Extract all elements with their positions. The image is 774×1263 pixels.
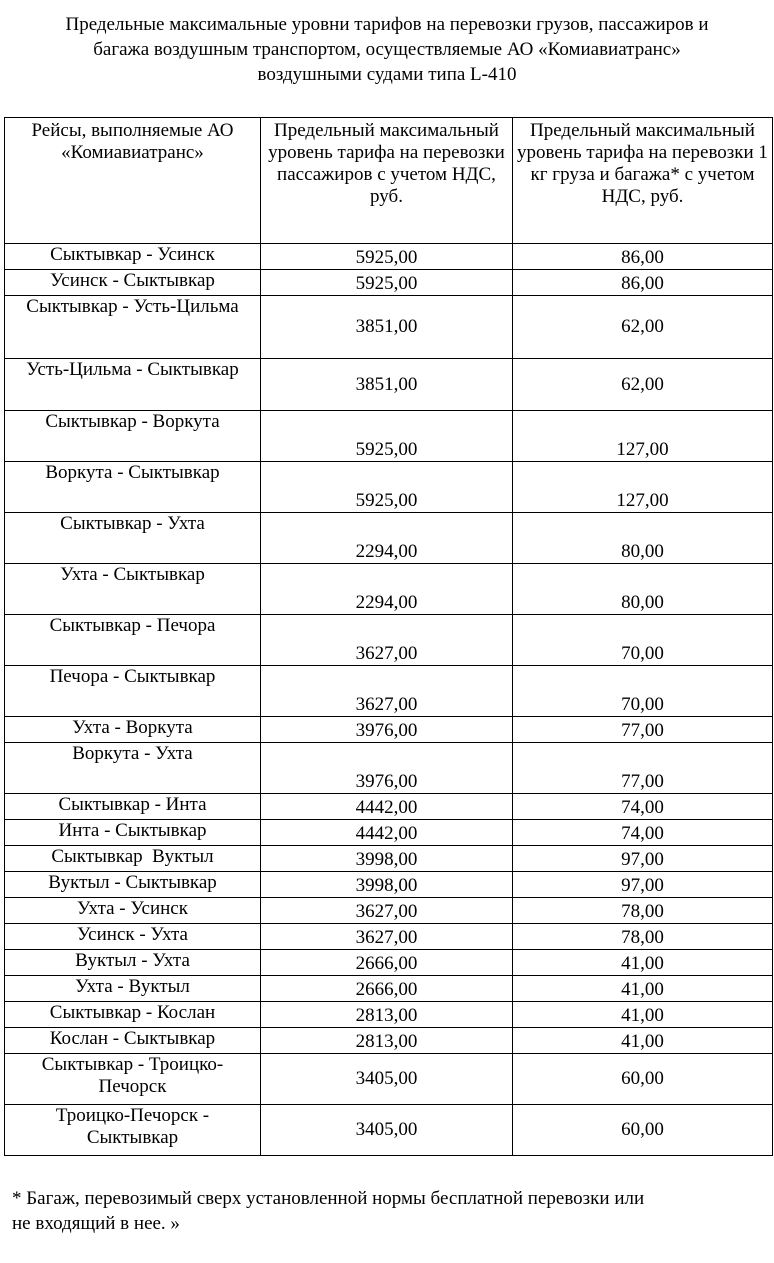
footnote-line: * Багаж, перевозимый сверх установленной нормы бесплатной перевозки или <box>12 1188 645 1209</box>
route-cell: Усть-Цильма - Сыктывкар <box>5 359 261 411</box>
cargo-tariff-cell: 62,00 <box>513 359 773 411</box>
table-row <box>5 359 773 411</box>
table-row <box>5 872 773 898</box>
cargo-tariff-cell: 70,00 <box>513 615 773 666</box>
table-row <box>5 615 773 666</box>
cargo-tariff-cell: 86,00 <box>513 270 773 296</box>
cargo-tariff-cell: 78,00 <box>513 924 773 950</box>
route-cell: Печора - Сыктывкар <box>5 666 261 717</box>
passenger-tariff-cell: 3976,00 <box>261 743 513 794</box>
cargo-tariff-cell: 127,00 <box>513 411 773 462</box>
cargo-tariff-cell: 60,00 <box>513 1105 773 1156</box>
cargo-tariff-cell: 70,00 <box>513 666 773 717</box>
table-row <box>5 743 773 794</box>
passenger-tariff-cell: 3851,00 <box>261 296 513 359</box>
passenger-tariff-cell: 2666,00 <box>261 950 513 976</box>
cargo-tariff-cell: 41,00 <box>513 976 773 1002</box>
table-row <box>5 976 773 1002</box>
route-cell: Сыктывкар - Ухта <box>5 513 261 564</box>
route-cell: Сыктывкар - Усинск <box>5 244 261 270</box>
cargo-tariff-cell: 60,00 <box>513 1054 773 1105</box>
cargo-tariff-cell: 77,00 <box>513 743 773 794</box>
table-row <box>5 462 773 513</box>
cargo-tariff-cell: 74,00 <box>513 794 773 820</box>
route-cell: Сыктывкар - Кослан <box>5 1002 261 1028</box>
passenger-tariff-cell: 2813,00 <box>261 1002 513 1028</box>
passenger-tariff-cell: 5925,00 <box>261 270 513 296</box>
cargo-tariff-cell: 74,00 <box>513 820 773 846</box>
table-row <box>5 950 773 976</box>
passenger-tariff-cell: 3998,00 <box>261 872 513 898</box>
route-cell: Троицко-Печорск - Сыктывкар <box>5 1105 261 1156</box>
passenger-tariff-cell: 3627,00 <box>261 924 513 950</box>
footnote-line: не входящий в нее. » <box>12 1213 180 1234</box>
cargo-tariff-cell: 127,00 <box>513 462 773 513</box>
passenger-tariff-cell: 3627,00 <box>261 615 513 666</box>
column-header-cargo-tariff: Предельный максимальный уровень тарифа на перевозки 1 кг груза и багажа* с учетом НДС, руб. <box>513 118 773 244</box>
route-cell: Ухта - Сыктывкар <box>5 564 261 615</box>
cargo-tariff-cell: 41,00 <box>513 1028 773 1054</box>
column-header-passenger-tariff: Предельный максимальный уровень тарифа на перевозки пассажиров с учетом НДС, руб. <box>261 118 513 244</box>
tariff-table <box>4 117 773 1156</box>
route-cell: Ухта - Вуктыл <box>5 976 261 1002</box>
table-row <box>5 820 773 846</box>
route-cell: Инта - Сыктывкар <box>5 820 261 846</box>
title-line: воздушными судами типа L-410 <box>257 64 517 85</box>
passenger-tariff-cell: 3405,00 <box>261 1105 513 1156</box>
passenger-tariff-cell: 3627,00 <box>261 898 513 924</box>
passenger-tariff-cell: 3998,00 <box>261 846 513 872</box>
table-row <box>5 794 773 820</box>
table-row <box>5 717 773 743</box>
table-row <box>5 1002 773 1028</box>
route-cell: Усинск - Ухта <box>5 924 261 950</box>
footnote <box>12 1186 762 1236</box>
cargo-tariff-cell: 41,00 <box>513 950 773 976</box>
table-row <box>5 270 773 296</box>
cargo-tariff-cell: 77,00 <box>513 717 773 743</box>
route-cell: Вуктыл - Сыктывкар <box>5 872 261 898</box>
cargo-tariff-cell: 97,00 <box>513 846 773 872</box>
table-row <box>5 244 773 270</box>
table-header-row <box>5 118 773 244</box>
title-line: Предельные максимальные уровни тарифов на перевозки грузов, пассажиров и <box>65 14 709 35</box>
cargo-tariff-cell: 62,00 <box>513 296 773 359</box>
title-line: багажа воздушным транспортом, осуществляемые АО «Комиавиатранс» <box>93 39 681 60</box>
route-cell: Сыктывкар - Воркута <box>5 411 261 462</box>
table-row <box>5 846 773 872</box>
document-title <box>0 12 774 87</box>
table-row <box>5 666 773 717</box>
cargo-tariff-cell: 41,00 <box>513 1002 773 1028</box>
cargo-tariff-cell: 80,00 <box>513 513 773 564</box>
route-cell: Сыктывкар - Троицко-Печорск <box>5 1054 261 1105</box>
table-row <box>5 898 773 924</box>
passenger-tariff-cell: 4442,00 <box>261 820 513 846</box>
route-cell: Сыктывкар - Печора <box>5 615 261 666</box>
cargo-tariff-cell: 78,00 <box>513 898 773 924</box>
route-cell: Кослан - Сыктывкар <box>5 1028 261 1054</box>
route-cell: Ухта - Усинск <box>5 898 261 924</box>
passenger-tariff-cell: 2666,00 <box>261 976 513 1002</box>
passenger-tariff-cell: 2294,00 <box>261 564 513 615</box>
cargo-tariff-cell: 97,00 <box>513 872 773 898</box>
table-row <box>5 924 773 950</box>
route-cell: Усинск - Сыктывкар <box>5 270 261 296</box>
table-row <box>5 296 773 359</box>
table-row <box>5 1054 773 1105</box>
route-cell: Воркута - Сыктывкар <box>5 462 261 513</box>
passenger-tariff-cell: 5925,00 <box>261 411 513 462</box>
passenger-tariff-cell: 3976,00 <box>261 717 513 743</box>
table-row <box>5 513 773 564</box>
route-cell: Воркута - Ухта <box>5 743 261 794</box>
cargo-tariff-cell: 80,00 <box>513 564 773 615</box>
route-cell: Сыктывкар Вуктыл <box>5 846 261 872</box>
table-row <box>5 564 773 615</box>
table-row <box>5 1028 773 1054</box>
passenger-tariff-cell: 2294,00 <box>261 513 513 564</box>
passenger-tariff-cell: 3405,00 <box>261 1054 513 1105</box>
table-row <box>5 1105 773 1156</box>
passenger-tariff-cell: 5925,00 <box>261 244 513 270</box>
passenger-tariff-cell: 2813,00 <box>261 1028 513 1054</box>
route-cell: Ухта - Воркута <box>5 717 261 743</box>
route-cell: Сыктывкар - Инта <box>5 794 261 820</box>
column-header-route: Рейсы, выполняемые АО «Комиавиатранс» <box>5 118 261 244</box>
route-cell: Сыктывкар - Усть-Цильма <box>5 296 261 359</box>
cargo-tariff-cell: 86,00 <box>513 244 773 270</box>
passenger-tariff-cell: 4442,00 <box>261 794 513 820</box>
table-row <box>5 411 773 462</box>
passenger-tariff-cell: 5925,00 <box>261 462 513 513</box>
passenger-tariff-cell: 3627,00 <box>261 666 513 717</box>
route-cell: Вуктыл - Ухта <box>5 950 261 976</box>
passenger-tariff-cell: 3851,00 <box>261 359 513 411</box>
